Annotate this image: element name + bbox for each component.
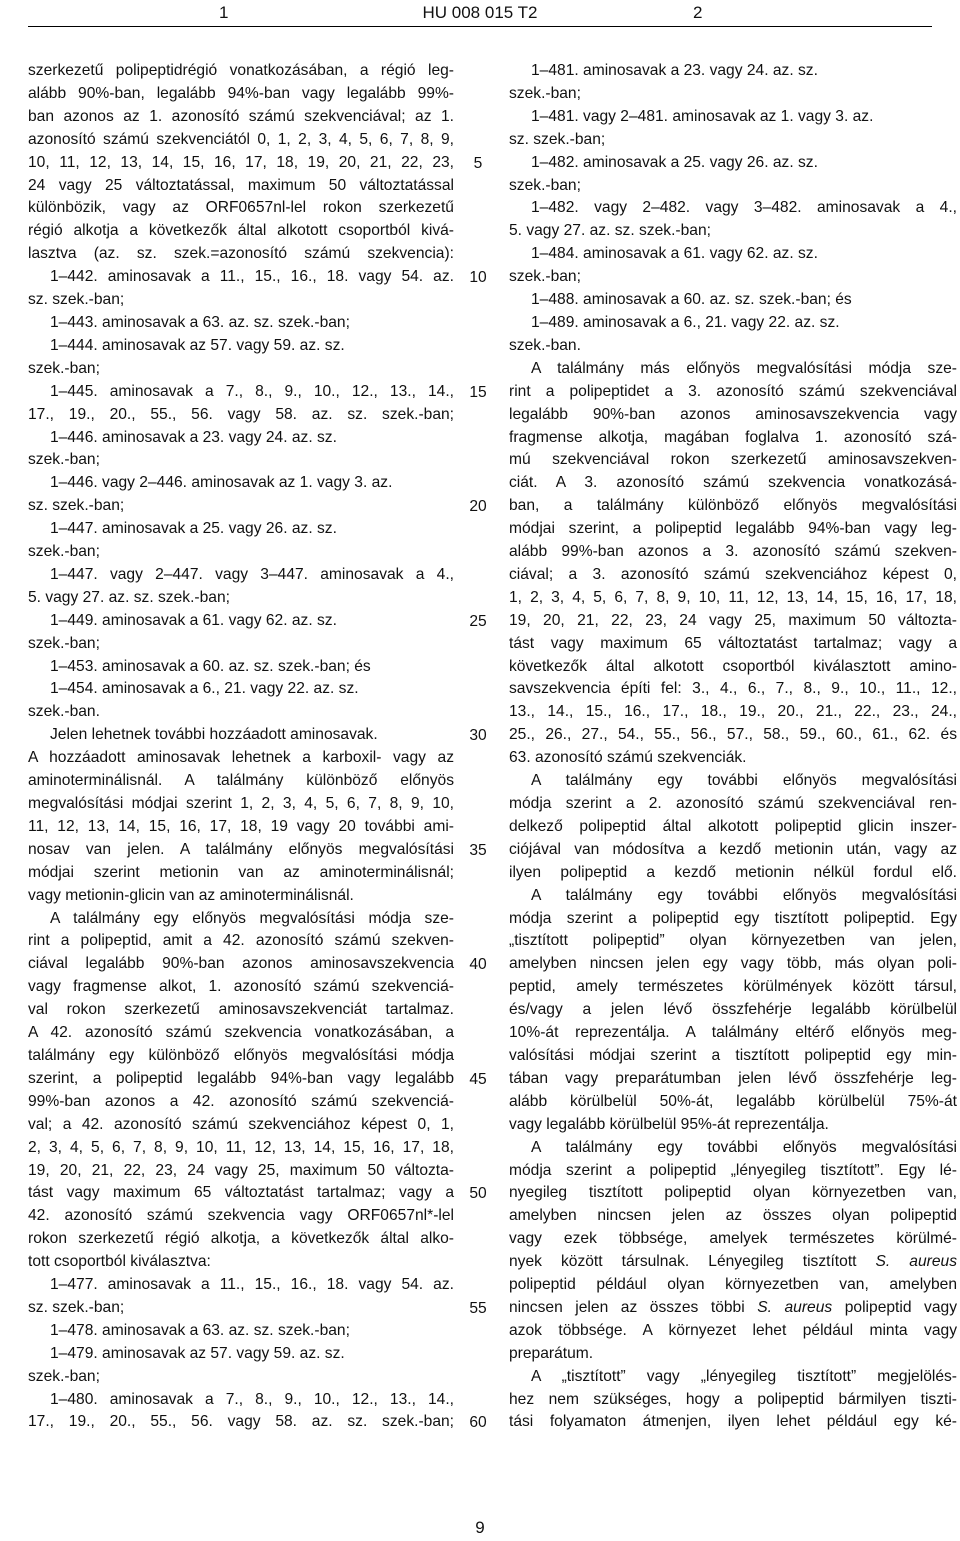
text-line: azonosító számú szekvenciától 0, 1, 2, 3, 4, 5, 6, 7, 8, 9, xyxy=(28,130,454,148)
text-line: megvalósítási módjai szerint 1, 2, 3, 4, 5, 6, 7, 8, 9, 10, xyxy=(28,795,454,812)
text-line: A találmány egy további előnyös megvalósítási xyxy=(531,772,957,790)
text-line: szek.-ban. xyxy=(28,703,100,721)
text-line: rokon szerkezetű régió alkotja, a következők által alko- xyxy=(28,1230,454,1248)
right-column xyxy=(509,60,957,1434)
text-line: ciát. A 3. azonosító számú szekvencia vonatkozásá- xyxy=(509,474,957,492)
text-line: amelyben nincsen jelen egy vagy több, más olyan poli- xyxy=(509,955,957,973)
text-line: val; a 42. azonosító számú szekvenciához képest 0, 1, xyxy=(28,1115,454,1133)
text-line: lasztva (az. sz. szek.=azonosító számú szekvencia): xyxy=(28,245,454,263)
text-line: szek.-ban; xyxy=(28,634,100,652)
text-line: nyegileg tisztított polipeptid olyan környezetben van, xyxy=(509,1184,957,1202)
text-line: „tisztított polipeptid” olyan környezetben van jelen, xyxy=(509,932,957,950)
text-line: 1–484. aminosavak a 61. vagy 62. az. sz. xyxy=(531,245,818,263)
text-line: vagy fragmense alkot, 1. azonosító számú szekvenciá- xyxy=(28,978,454,996)
text-line: tást vagy maximum 65 változtatást tartalmaz; vagy a xyxy=(28,1184,454,1202)
text-line: tott csoportból kiválasztva: xyxy=(28,1253,211,1271)
text-line: következők által alkotott csoportból kiválasztott amino- xyxy=(509,657,957,675)
text-line: 1–447. vagy 2–447. vagy 3–447. aminosavak a 4., xyxy=(50,565,454,583)
text-line: módja szerint a polipeptid egy tisztított polipeptid. Egy xyxy=(509,909,957,927)
text-line: 1–453. aminosavak a 60. az. sz. szek.-ban; és xyxy=(50,657,371,675)
text-line: peptid, amely természetes körülmények között társul, xyxy=(509,978,957,996)
text-line: 42. azonosító számú szekvencia vagy ORF0657nl*-lel xyxy=(28,1207,454,1225)
text-line: régió alkotja a következők által alkotott csoportból kivá- xyxy=(28,222,454,240)
line-number: 60 xyxy=(469,1414,487,1432)
text-line: aminoterminálisnál. A találmány különböző előnyös xyxy=(28,772,454,790)
text-line: ciával; a 3. azonosító számú szekvenciához képest 0, xyxy=(509,565,957,583)
text-line: rint a polipeptid, amit a 42. azonosító számú szekven- xyxy=(28,932,454,950)
text-line: szerint, a polipeptid legalább 94%-ban vagy legalább xyxy=(28,1069,454,1087)
text-line: szek.-ban. xyxy=(509,336,581,354)
text-line: 1–449. aminosavak a 61. vagy 62. az. sz. xyxy=(50,611,337,629)
text-line: savszekvencia építi fel: 3., 4., 6., 7., 8., 9., 10., 11., 12., xyxy=(509,680,957,698)
text-line: alább 99%-ban azonos a 3. azonosító számú szekven- xyxy=(509,543,957,561)
line-number: 30 xyxy=(469,727,487,745)
text-line: Jelen lehetnek további hozzáadott aminosavak. xyxy=(50,726,378,744)
text-line: hez nem szükséges, hogy a polipeptid bármilyen tiszti- xyxy=(509,1390,957,1408)
text-line: módjai szerint metionin van az aminoterminálisnál; xyxy=(28,863,454,881)
text-line: 1–447. aminosavak a 25. vagy 26. az. sz. xyxy=(50,520,337,538)
text-line: 1–489. aminosavak a 6., 21. vagy 22. az. sz. xyxy=(531,313,840,331)
text-line: polipeptid például olyan környezetben van, amelyben xyxy=(509,1276,957,1294)
text-line: 1–479. aminosavak az 57. vagy 59. az. sz. xyxy=(50,1344,345,1362)
text-line: 1–481. aminosavak a 23. vagy 24. az. sz. xyxy=(531,62,818,79)
line-number: 45 xyxy=(469,1070,487,1088)
text-line: 1–481. vagy 2–481. aminosavak az 1. vagy 3. az. xyxy=(531,107,874,125)
text-line: 1–478. aminosavak a 63. az. sz. szek.-ban; xyxy=(50,1321,350,1339)
text-line: 1–482. vagy 2–482. vagy 3–482. aminosavak a 4., xyxy=(531,199,957,217)
text-line: nosav van jelen. A találmány előnyös megvalósítási xyxy=(28,840,454,858)
text-line: ilyen polipeptid a kezdő metionin nélkül fordul elő. xyxy=(509,863,957,881)
line-number: 40 xyxy=(469,956,487,974)
text-line: 99%-ban azonos a 42. azonosító számú szekvenciá- xyxy=(28,1092,454,1110)
text-line: különbözik, vagy az ORF0657nl-lel rokon szerkezetű xyxy=(28,199,454,217)
right-page-number: 2 xyxy=(693,3,703,22)
text-line: szerkezetű polipeptidrégió vonatkozásában, a régió leg- xyxy=(28,62,454,79)
text-line: delkező polipeptid által alkotott polipeptid glicin inszer- xyxy=(509,817,957,835)
page-number: 9 xyxy=(475,1518,485,1537)
text-line: 1–477. aminosavak a 11., 15., 16., 18. vagy 54. az. xyxy=(50,1276,454,1294)
text-line: ciával legalább 90%-ban azonos aminosavszekvencia xyxy=(28,955,454,973)
text-line: sz. szek.-ban; xyxy=(28,291,125,309)
text-line: rint a polipeptidet a 3. azonosító számú szekvenciával xyxy=(509,382,957,400)
text-line: 10%-át reprezentálja. A találmány eltérő előnyös meg- xyxy=(509,1024,957,1042)
text-line: vagy ezek többsége, amelyek természetes körülmé- xyxy=(509,1230,957,1248)
text-line: találmány egy különböző előnyös megvalósítási módja xyxy=(28,1046,454,1064)
line-number: 20 xyxy=(469,498,487,516)
text-line: 1–445. aminosavak a 7., 8., 9., 10., 12., 13., 14., xyxy=(50,382,454,400)
text-line: alább 90%-ban, legalább 94%-ban vagy legalább 99%- xyxy=(28,84,454,102)
line-number: 35 xyxy=(469,841,487,859)
text-line: 17., 19., 20., 55., 56. vagy 58. az. sz. szek.-ban; xyxy=(28,1413,454,1431)
text-line: tában vagy preparátumban jelen lévő összfehérje leg- xyxy=(509,1069,957,1087)
text-line: 1–488. aminosavak a 60. az. sz. szek.-ban; és xyxy=(531,291,852,309)
text-line: szek.-ban; xyxy=(28,359,100,377)
text-line: nyek között társulnak. Lényegileg tisztított S. aureus xyxy=(509,1253,957,1271)
text-line: 24 vagy 25 változtatással, maximum 50 változtatással xyxy=(28,176,454,194)
text-line: 1–446. vagy 2–446. aminosavak az 1. vagy 3. az. xyxy=(50,474,393,492)
line-number: 25 xyxy=(469,612,487,630)
text-line: alább körülbelül 50%-át, legalább körülbelül 75%-át xyxy=(509,1092,957,1110)
text-line: 1–454. aminosavak a 6., 21. vagy 22. az. sz. xyxy=(50,680,359,698)
text-line: 5. vagy 27. az. sz. szek.-ban; xyxy=(509,222,711,240)
text-line: vagy metionin-glicin van az aminoterminálisnál. xyxy=(28,886,354,904)
text-line: módja szerint a 2. azonosító számú szekvenciával ren- xyxy=(509,795,957,812)
text-line: sz. szek.-ban; xyxy=(28,1298,125,1316)
text-line: sz. szek.-ban; xyxy=(509,130,606,148)
text-line: 2, 3, 4, 5, 6, 7, 8, 9, 10, 11, 12, 13, 14, 15, 16, 17, 18, xyxy=(28,1138,454,1156)
text-line: amelyben nincsen jelen az összes olyan polipeptid xyxy=(509,1207,957,1225)
text-line: módja szerint a polipeptid „lényegileg tisztított”. Egy lé- xyxy=(509,1161,957,1179)
text-line: szek.-ban; xyxy=(28,1367,100,1385)
line-number: 10 xyxy=(469,269,487,287)
text-line: 1, 2, 3, 4, 5, 6, 7, 8, 9, 10, 11, 12, 13, 14, 15, 16, 17, 18, xyxy=(509,588,957,606)
header-rule xyxy=(28,26,932,27)
line-number: 15 xyxy=(469,383,487,401)
text-line: nincsen jelen az összes többi S. aureus polipeptid vagy xyxy=(509,1298,957,1316)
text-line: A találmány más előnyös megvalósítási módja sze- xyxy=(531,359,957,377)
text-line: 63. azonosító számú szekvenciák. xyxy=(509,749,747,767)
text-line: módjai szerint, a polipeptid legalább 94%-ban vagy leg- xyxy=(509,520,957,538)
text-line: A „tisztított” vagy „lényegileg tisztított” megjelölés- xyxy=(531,1367,957,1385)
text-line: 25., 26., 27., 54., 55., 56., 57., 58., 59., 60., 61., 62. és xyxy=(509,726,957,744)
text-line: 17., 19., 20., 55., 56. vagy 58. az. sz. szek.-ban; xyxy=(28,405,454,423)
text-line: 10, 11, 12, 13, 14, 15, 16, 17, 18, 19, 20, 21, 22, 23, xyxy=(28,153,454,171)
text-line: preparátum. xyxy=(509,1344,594,1362)
text-line: ban, a találmány különböző előnyös megvalósítási xyxy=(509,497,957,515)
line-number: 55 xyxy=(469,1299,487,1317)
text-line: azok többsége. A környezet lehet például minta vagy xyxy=(509,1321,957,1339)
text-line: 19, 20, 21, 22, 23, 24 vagy 25, maximum 50 változta- xyxy=(28,1161,454,1179)
text-line: 1–443. aminosavak a 63. az. sz. szek.-ban; xyxy=(50,313,350,331)
text-line: szek.-ban; xyxy=(509,176,581,194)
text-line: A hozzáadott aminosavak lehetnek a karboxil- vagy az xyxy=(28,749,454,767)
document-id: HU 008 015 T2 xyxy=(422,3,538,22)
text-line: szek.-ban; xyxy=(28,543,100,561)
text-line: 11, 12, 13, 14, 15, 16, 17, 18, 19 vagy 20 további ami- xyxy=(28,817,454,835)
text-line: tást vagy maximum 65 változtatást tartalmaz; vagy a xyxy=(509,634,957,652)
text-line: A találmány egy további előnyös megvalósítási xyxy=(531,1138,957,1156)
text-line: szek.-ban; xyxy=(509,268,581,286)
text-line: legalább 90%-ban azonos aminosavszekvencia vagy xyxy=(509,405,957,423)
text-line: A találmány egy előnyös megvalósítási módja sze- xyxy=(50,909,454,927)
text-line: 1–480. aminosavak a 7., 8., 9., 10., 12., 13., 14., xyxy=(50,1390,454,1408)
text-line: A találmány egy további előnyös megvalósítási xyxy=(531,886,957,904)
text-line: ciójával van módosítva a kezdő metionin után, vagy az xyxy=(509,840,957,858)
left-page-number: 1 xyxy=(219,3,229,22)
text-line: val rokon szerkezetű aminosavszekvenciát tartalmaz. xyxy=(28,1001,454,1019)
text-line: szek.-ban; xyxy=(28,451,100,469)
text-line: A 42. azonosító számú szekvencia vonatkozásában, a xyxy=(28,1024,454,1042)
text-line: ban azonos az 1. azonosító számú szekvenciával; az 1. xyxy=(28,107,454,125)
line-number: 5 xyxy=(473,154,483,172)
text-line: 1–442. aminosavak a 11., 15., 16., 18. vagy 54. az. xyxy=(50,268,454,286)
text-line: fragmense alkotja, magában foglalva 1. azonosító szá- xyxy=(509,428,957,446)
text-line: 13., 14., 15., 16., 17., 18., 19., 20., 21., 22., 23., 24., xyxy=(509,703,957,721)
text-line: sz. szek.-ban; xyxy=(28,497,125,515)
text-line: 19, 20, 21, 22, 23, 24 vagy 25, maximum 50 változta- xyxy=(509,611,957,629)
line-number: 50 xyxy=(469,1185,487,1203)
text-line: 5. vagy 27. az. sz. szek.-ban; xyxy=(28,588,230,606)
text-line: 1–446. aminosavak a 23. vagy 24. az. sz. xyxy=(50,428,337,446)
text-line: mú szekvenciával rokon szerkezetű aminosavszekven- xyxy=(509,451,957,469)
text-line: 1–444. aminosavak az 57. vagy 59. az. sz. xyxy=(50,336,345,354)
text-line: 1–482. aminosavak a 25. vagy 26. az. sz. xyxy=(531,153,818,171)
text-line: szek.-ban; xyxy=(509,84,581,102)
text-line: vagy legalább körülbelül 95%-át reprezentálja. xyxy=(509,1115,829,1133)
text-line: és/vagy a jelen lévő összfehérje legalább körülbelül xyxy=(509,1001,957,1019)
text-line: tási folyamaton átmenjen, ilyen lehet például egy ké- xyxy=(509,1413,957,1431)
left-column xyxy=(28,60,454,1434)
text-line: valósítási módjai szerint a tisztított polipeptid egy min- xyxy=(509,1046,957,1064)
